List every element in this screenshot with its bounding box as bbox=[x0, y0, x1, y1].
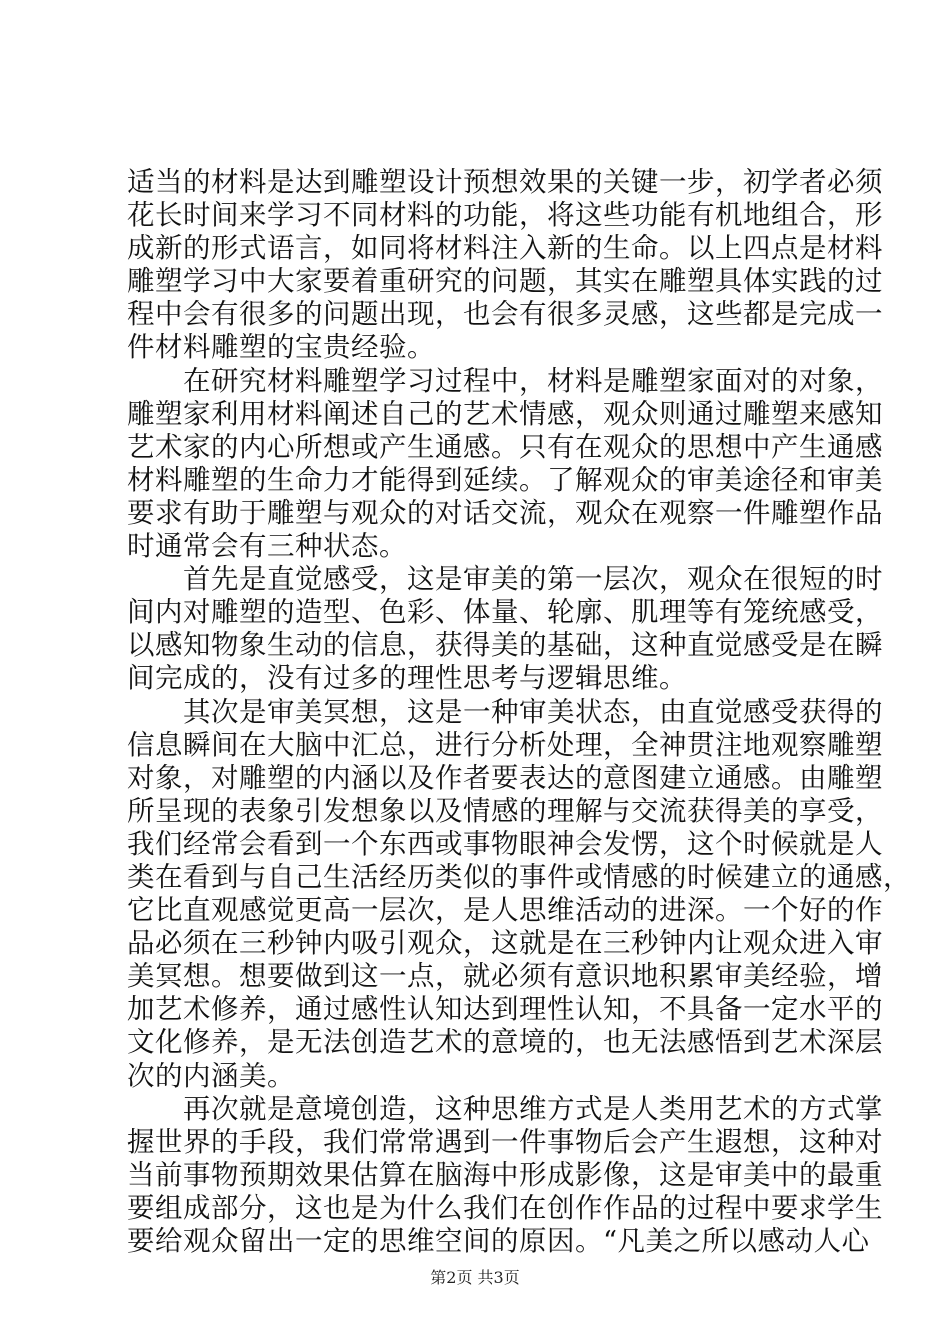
text-line: 成新的形式语言，如同将材料注入新的生命。以上四点是材料 bbox=[127, 232, 883, 265]
text-line: 对象，对雕塑的内涵以及作者要表达的意图建立通感。由雕塑 bbox=[127, 761, 883, 794]
text-line: 适当的材料是达到雕塑设计预想效果的关键一步，初学者必须 bbox=[127, 166, 883, 198]
text-line: 要求有助于雕塑与观众的对话交流，观众在观察一件雕塑作品 bbox=[127, 496, 883, 529]
text-line: 其次是审美冥想，这是一种审美状态，由直觉感受获得的 bbox=[127, 695, 883, 728]
text-line: 艺术家的内心所想或产生通感。只有在观众的思想中产生通感 bbox=[127, 430, 883, 463]
text-line: 间完成的，没有过多的理性思考与逻辑思维。 bbox=[127, 662, 687, 695]
text-line: 次的内涵美。 bbox=[127, 1059, 295, 1092]
text-line: 材料雕塑的生命力才能得到延续。了解观众的审美途径和审美 bbox=[127, 463, 883, 496]
text-line: 加艺术修养，通过感性认知达到理性认知，不具备一定水平的 bbox=[127, 993, 883, 1026]
text-line: 时通常会有三种状态。 bbox=[127, 530, 407, 563]
text-line: 程中会有很多的问题出现，也会有很多灵感，这些都是完成一 bbox=[127, 298, 883, 331]
text-line: 类在看到与自己生活经历类似的事件或情感的时候建立的通感， bbox=[127, 860, 911, 893]
text-line: 再次就是意境创造，这种思维方式是人类用艺术的方式掌 bbox=[127, 1092, 883, 1125]
text-line: 我们经常会看到一个东西或事物眼神会发愣，这个时候就是人 bbox=[127, 827, 883, 860]
text-line: 要给观众留出一定的思维空间的原因。“凡美之所以感动人心 bbox=[127, 1225, 870, 1257]
text-line: 它比直观感觉更高一层次，是人思维活动的进深。一个好的作 bbox=[127, 894, 883, 927]
text-line: 在研究材料雕塑学习过程中，材料是雕塑家面对的对象， bbox=[127, 364, 883, 397]
page-number: 第2页 共3页 bbox=[430, 1268, 520, 1287]
text-line: 花长时间来学习不同材料的功能，将这些功能有机地组合，形 bbox=[127, 199, 883, 232]
text-line: 雕塑家利用材料阐述自己的艺术情感，观众则通过雕塑来感知 bbox=[127, 397, 883, 430]
text-line: 品必须在三秒钟内吸引观众，这就是在三秒钟内让观众进入审 bbox=[127, 927, 883, 960]
text-line: 信息瞬间在大脑中汇总，进行分析处理，全神贯注地观察雕塑 bbox=[127, 728, 883, 761]
text-line: 所呈现的表象引发想象以及情感的理解与交流获得美的享受， bbox=[127, 794, 883, 827]
document-body bbox=[127, 166, 911, 1258]
text-line: 文化修养，是无法创造艺术的意境的，也无法感悟到艺术深层 bbox=[127, 1026, 883, 1059]
text-line: 握世界的手段，我们常常遇到一件事物后会产生遐想，这种对 bbox=[127, 1125, 883, 1158]
text-line: 件材料雕塑的宝贵经验。 bbox=[127, 331, 435, 364]
text-line: 雕塑学习中大家要着重研究的问题，其实在雕塑具体实践的过 bbox=[127, 265, 883, 298]
text-line: 当前事物预期效果估算在脑海中形成影像，这是审美中的最重 bbox=[127, 1158, 883, 1191]
text-line: 首先是直觉感受，这是审美的第一层次，观众在很短的时 bbox=[127, 563, 883, 596]
text-line: 以感知物象生动的信息，获得美的基础，这种直觉感受是在瞬 bbox=[127, 629, 883, 662]
text-line: 美冥想。想要做到这一点，就必须有意识地积累审美经验，增 bbox=[127, 960, 883, 993]
text-line: 要组成部分，这也是为什么我们在创作作品的过程中要求学生 bbox=[127, 1191, 883, 1224]
text-line: 间内对雕塑的造型、色彩、体量、轮廓、肌理等有笼统感受， bbox=[127, 596, 883, 629]
